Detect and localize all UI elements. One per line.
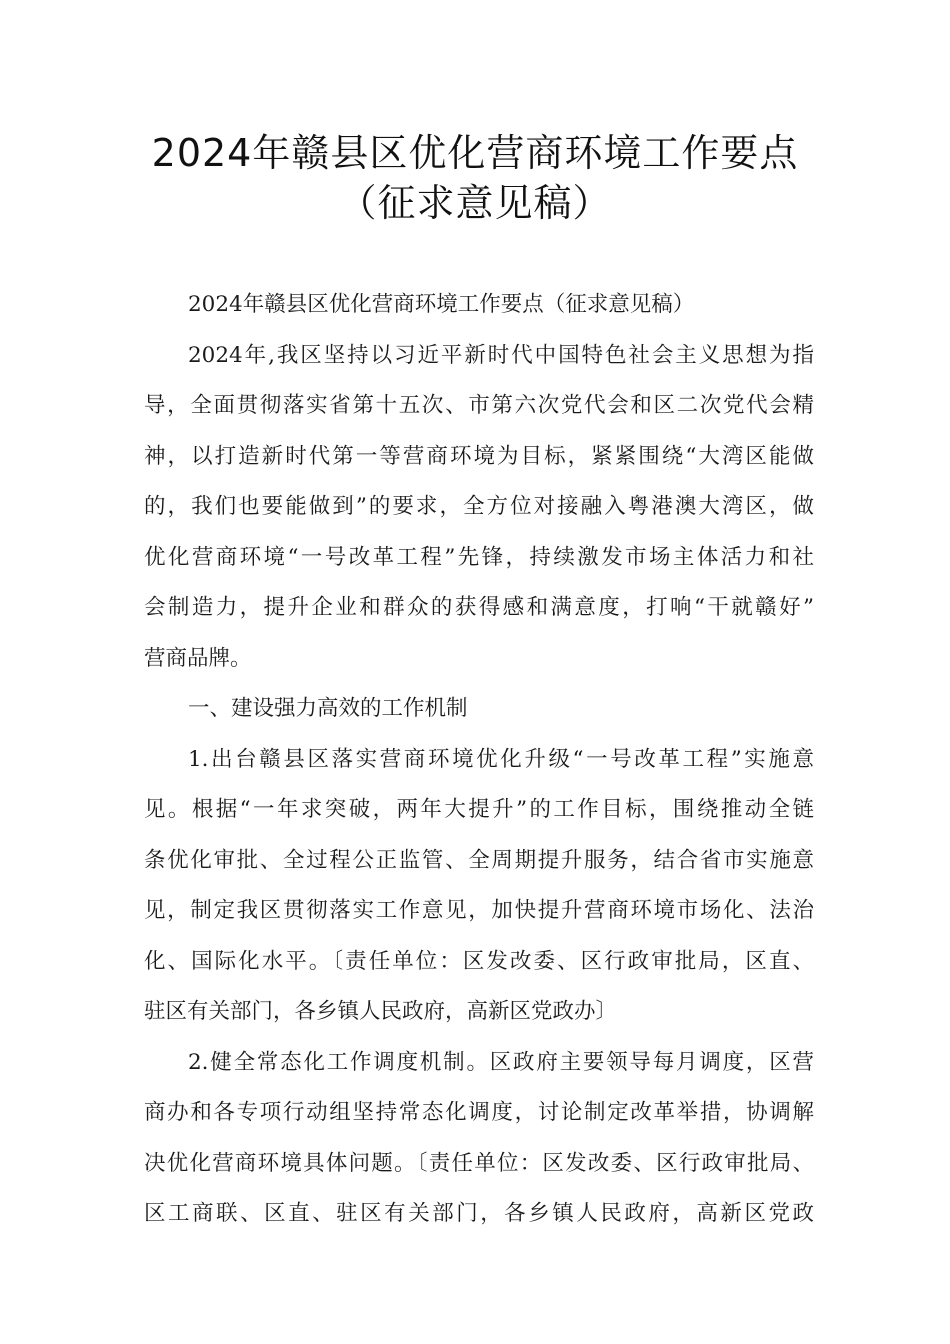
paragraph-item-1 (144, 735, 814, 1038)
paragraph-intro (144, 331, 814, 685)
paragraph-line: 见，制定我区贯彻落实工作意见，加快提升营商环境市场化、法治 (144, 898, 814, 923)
paragraph-line: 1.出台赣县区落实营商环境优化升级“一号改革工程”实施意 (188, 746, 814, 772)
paragraph-line: 商办和各专项行动组坚持常态化调度，讨论制定改革举措，协调解 (144, 1100, 814, 1125)
paragraph-line: 神，以打造新时代第一等营商环境为目标，紧紧围绕“大湾区能做 (144, 443, 814, 469)
document-title-line-1: 2024年赣县区优化营商环境工作要点 (151, 131, 799, 175)
paragraph-line: 2.健全常态化工作调度机制。区政府主要领导每月调度，区营 (188, 1049, 814, 1075)
paragraph-line: 见。根据“一年求突破，两年大提升”的工作目标，围绕推动全链 (144, 797, 814, 822)
paragraph-line: 决优化营商环境具体问题。〔责任单位：区发改委、区行政审批局、 (144, 1150, 814, 1176)
paragraph-line: 2024年赣县区优化营商环境工作要点（征求意见稿） (188, 292, 695, 317)
document-title-line-2: （征求意见稿） (338, 181, 612, 225)
paragraph-line: 优化营商环境“一号改革工程”先锋，持续激发市场主体活力和社 (144, 544, 814, 570)
document-body (144, 280, 814, 1240)
paragraph-line: 的，我们也要能做到”的要求，全方位对接融入粤港澳大湾区，做 (144, 494, 814, 519)
paragraph-item-2 (144, 1038, 814, 1240)
paragraph-line: 营商品牌。 (144, 645, 252, 671)
paragraph-line: 驻区有关部门，各乡镇人民政府，高新区党政办〕 (144, 999, 618, 1024)
paragraph-line: 化、国际化水平。〔责任单位：区发改委、区行政审批局，区直、 (144, 948, 814, 974)
paragraph-line: 区工商联、区直、驻区有关部门，各乡镇人民政府，高新区党政 (144, 1201, 814, 1226)
paragraph-line: 导，全面贯彻落实省第十五次、市第六次党代会和区二次党代会精 (144, 393, 814, 418)
paragraph-line: 2024年,我区坚持以习近平新时代中国特色社会主义思想为指 (188, 342, 814, 368)
paragraph-line: 条优化审批、全过程公正监管、全周期提升服务，结合省市实施意 (144, 847, 814, 873)
paragraph-line: 会制造力，提升企业和群众的获得感和满意度，打响“干就赣好” (144, 595, 814, 620)
paragraph-line: 一、建设强力高效的工作机制 (188, 696, 468, 721)
paragraph-subtitle (144, 280, 814, 331)
paragraph-heading (144, 684, 814, 735)
